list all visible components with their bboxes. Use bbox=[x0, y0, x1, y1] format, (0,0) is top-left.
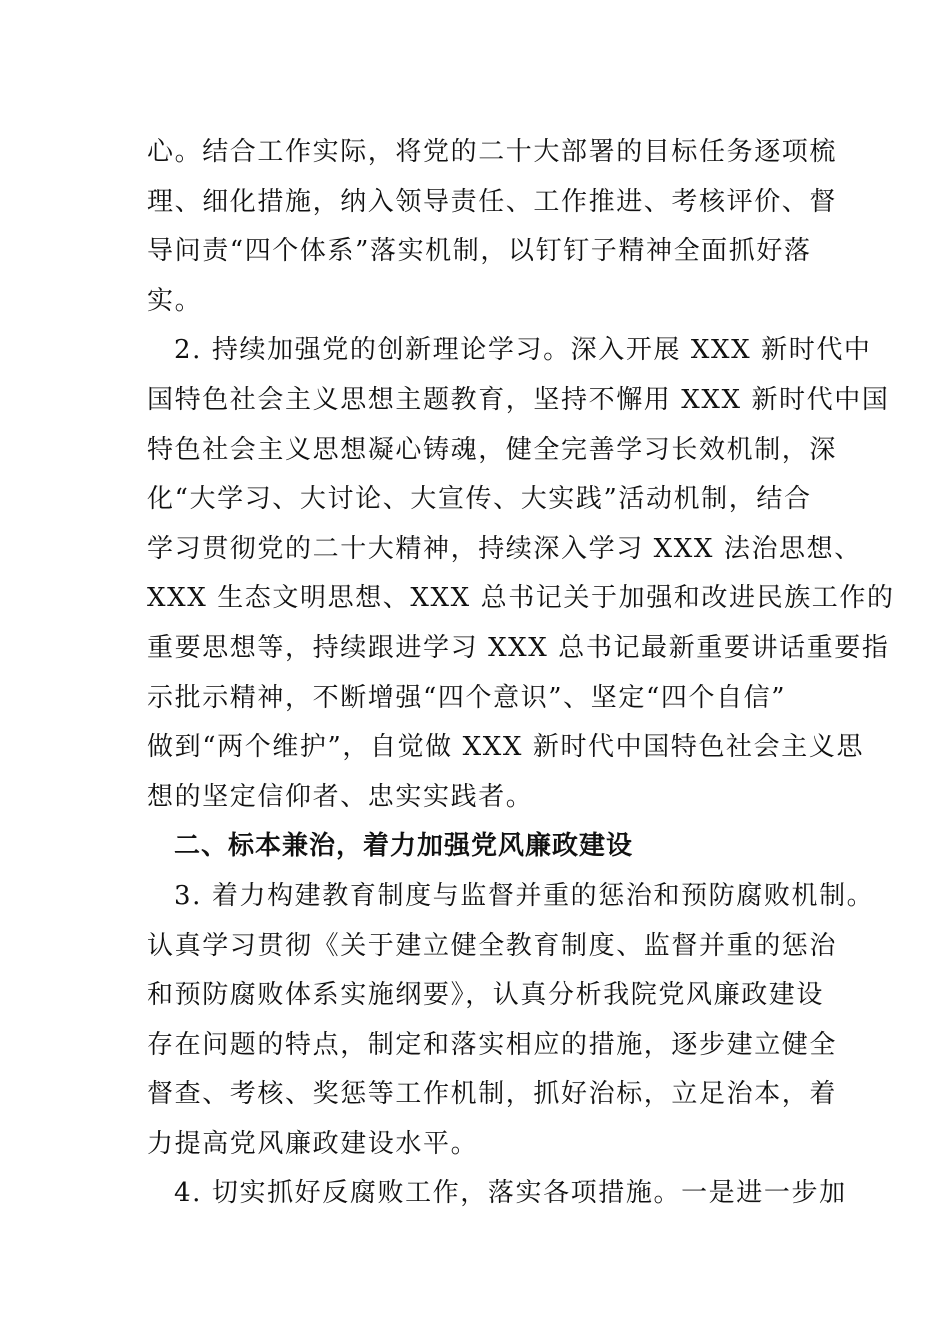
item-3-line-1: 3. 着力构建教育制度与监督并重的惩治和预防腐败机制。 bbox=[174, 880, 875, 911]
item-3-line-2: 认真学习贯彻《关于建立健全教育制度、监督并重的惩治 bbox=[147, 930, 838, 961]
item-3-line-6: 力提高党风廉政建设水平。 bbox=[147, 1128, 479, 1159]
item-2-line-1: 2. 持续加强党的创新理论学习。深入开展 XXX 新时代中 bbox=[174, 335, 872, 366]
item-2-line-9: 做到“两个维护”，自觉做 XXX 新时代中国特色社会主义思 bbox=[147, 732, 865, 763]
item-4-line-1: 4. 切实抓好反腐败工作，落实各项措施。一是进一步加 bbox=[174, 1178, 847, 1209]
paragraph-1-line-4: 实。 bbox=[147, 285, 203, 316]
item-2-line-7: 重要思想等，持续跟进学习 XXX 总书记最新重要讲话重要指 bbox=[147, 632, 890, 663]
paragraph-1-line-2: 理、细化措施，纳入领导责任、工作推进、考核评价、督 bbox=[147, 186, 838, 217]
item-3-line-5: 督查、考核、奖惩等工作机制，抓好治标，立足治本，着 bbox=[147, 1079, 838, 1110]
item-2-line-6: XXX 生态文明思想、XXX 总书记关于加强和改进民族工作的 bbox=[147, 583, 895, 614]
item-2-line-3: 特色社会主义思想凝心铸魂，健全完善学习长效机制，深 bbox=[147, 434, 838, 465]
paragraph-1-line-1: 心。结合工作实际，将党的二十大部署的目标任务逐项梳 bbox=[147, 137, 838, 167]
item-3-line-3: 和预防腐败体系实施纲要》，认真分析我院党风廉政建设 bbox=[147, 980, 825, 1011]
item-2-line-5: 学习贯彻党的二十大精神，持续深入学习 XXX 法治思想、 bbox=[147, 533, 862, 564]
document-body bbox=[147, 128, 895, 1219]
item-2-line-2: 国特色社会主义思想主题教育，坚持不懈用 XXX 新时代中国 bbox=[147, 384, 890, 415]
section-heading: 二、标本兼治，着力加强党风廉政建设 bbox=[174, 831, 634, 862]
item-2-line-10: 想的坚定信仰者、忠实实践者。 bbox=[147, 781, 534, 812]
item-2-line-4: 化“大学习、大讨论、大宣传、大实践”活动机制，结合 bbox=[147, 484, 812, 515]
item-2-line-8: 示批示精神，不断增强“四个意识”、坚定“四个自信” bbox=[147, 682, 787, 713]
item-3-line-4: 存在问题的特点，制定和落实相应的措施，逐步建立健全 bbox=[147, 1029, 838, 1060]
paragraph-1-line-3: 导问责“四个体系”落实机制，以钉钉子精神全面抓好落 bbox=[147, 236, 812, 267]
